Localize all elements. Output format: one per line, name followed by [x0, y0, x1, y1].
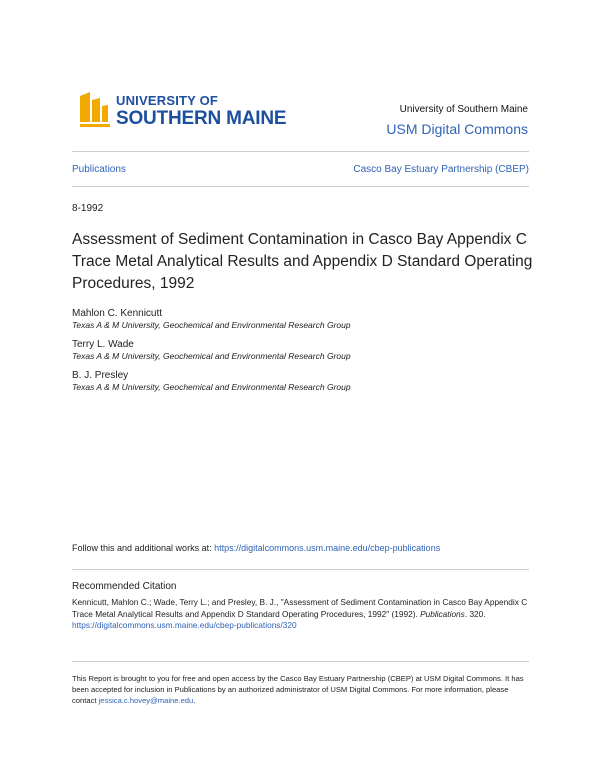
- institution-name: University of Southern Maine: [399, 104, 528, 115]
- citation-url-link[interactable]: https://digitalcommons.usm.maine.edu/cbep-publications/320: [72, 620, 297, 630]
- divider-top: [72, 151, 529, 152]
- document-title: Assessment of Sediment Contamination in Casco Bay Appendix C Trace Metal Analytical Results and Appendix D Standard Operating Procedures, 1992: [72, 231, 533, 292]
- divider-citation: [72, 569, 529, 570]
- collection-url-link[interactable]: https://digitalcommons.usm.maine.edu/cbep-publications: [214, 543, 441, 553]
- follow-text: Follow this and additional works at:: [72, 543, 215, 553]
- publication-date: 8-1992: [72, 203, 104, 214]
- author-list: [72, 307, 529, 400]
- lighthouse-logo-icon: [80, 92, 112, 130]
- divider-report: [72, 661, 529, 662]
- author-item: [72, 338, 529, 362]
- usm-logo[interactable]: [80, 92, 290, 132]
- citation-block: [72, 597, 537, 632]
- author-affiliation: Texas A & M University, Geochemical and Environmental Research Group: [72, 320, 351, 330]
- author-affiliation: Texas A & M University, Geochemical and Environmental Research Group: [72, 382, 351, 392]
- collection-link[interactable]: Casco Bay Estuary Partnership (CBEP): [353, 164, 529, 175]
- citation-number: . 320.: [464, 608, 486, 619]
- divider-breadcrumb: [72, 186, 529, 187]
- author-name: B. J. Presley: [72, 370, 129, 381]
- citation-text: Kennicutt, Mahlon C.; Wade, Terry L.; and Presley, B. J., "Assessment of Sediment Contamination in Casco Bay Appendix C Trace Metal Analytical Results and Appendix D Standard Operating Procedures, 1992" (1992).: [72, 597, 528, 619]
- citation-series: Publications: [420, 608, 465, 619]
- access-statement: [72, 673, 532, 706]
- author-item: [72, 369, 529, 393]
- logo-line-2: SOUTHERN MAINE: [116, 108, 287, 129]
- access-statement-text: This Report is brought to you for free and open access by the Casco Bay Estuary Partnership (CBEP) at USM Digital Commons. It has been accepted for inclusion in Publications by an authorized administrator of USM Digital Commons. For more information, please contact: [72, 674, 524, 705]
- author-name: Mahlon C. Kennicutt: [72, 308, 163, 319]
- logo-line-1: UNIVERSITY OF: [116, 93, 219, 108]
- institution-block: [386, 104, 528, 138]
- contact-email-link[interactable]: jessica.c.hovey@maine.edu: [98, 696, 194, 705]
- author-affiliation: Texas A & M University, Geochemical and Environmental Research Group: [72, 351, 351, 361]
- author-item: [72, 307, 529, 331]
- author-name: Terry L. Wade: [72, 339, 134, 350]
- publications-link[interactable]: Publications: [72, 164, 126, 175]
- follow-line: [72, 543, 440, 553]
- recommended-citation-heading: Recommended Citation: [72, 581, 177, 592]
- access-statement-end: .: [193, 696, 196, 705]
- repository-link[interactable]: USM Digital Commons: [386, 121, 528, 137]
